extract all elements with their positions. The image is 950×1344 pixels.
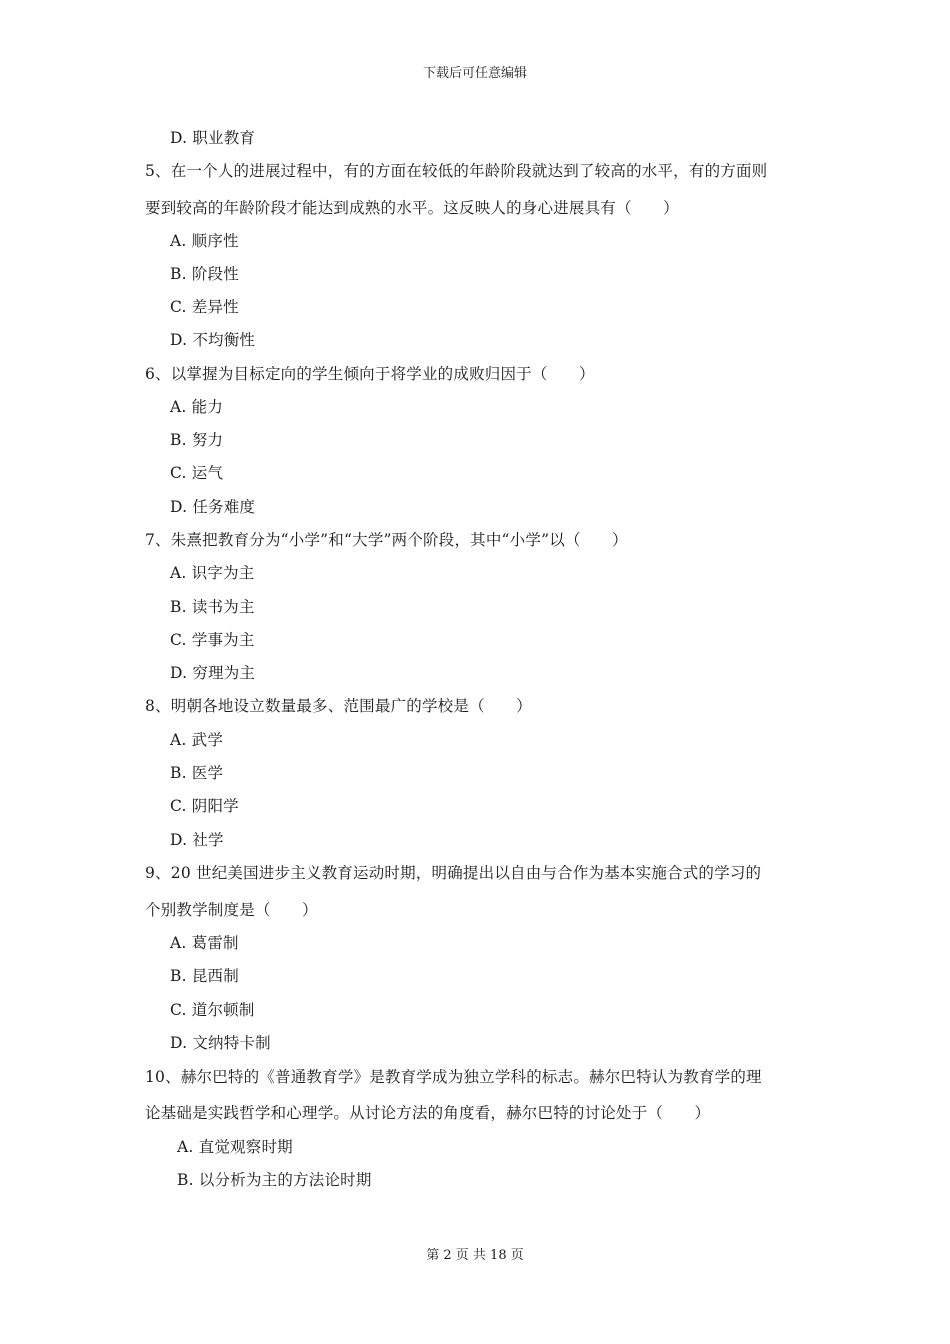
q8-option-d: D. 社学 [170, 831, 224, 849]
q6-option-b: B. 努力 [170, 431, 224, 449]
q6-option-d: D. 任务难度 [170, 498, 256, 516]
q9-option-c: C. 道尔顿制 [170, 1001, 255, 1019]
q5-stem-line2: 要到较高的年龄阶段才能达到成熟的水平。这反映人的身心进展具有（ ） [145, 199, 679, 217]
q5-option-d: D. 不均衡性 [170, 331, 256, 349]
q10-option-b: B. 以分析为主的方法论时期 [177, 1171, 372, 1189]
q5-option-a: A. 顺序性 [170, 232, 239, 250]
q7-option-c: C. 学事为主 [170, 631, 255, 649]
q7-stem: 7、朱熹把教育分为“小学”和“大学”两个阶段，其中“小学”以（ ） [145, 531, 628, 549]
q6-option-c: C. 运气 [170, 464, 224, 482]
q8-option-b: B. 医学 [170, 764, 224, 782]
q8-option-a: A. 武学 [170, 731, 224, 749]
q9-stem-line1: 9、20 世纪美国进步主义教育运动时期，明确提出以自由与合作为基本实施合式的学习的 [145, 864, 762, 882]
q5-stem-line1: 5、在一个人的进展过程中，有的方面在较低的年龄阶段就达到了较高的水平，有的方面则 [145, 162, 768, 180]
q10-stem-line1: 10、赫尔巴特的《普通教育学》是教育学成为独立学科的标志。赫尔巴特认为教育学的理 [145, 1068, 762, 1086]
page-footer: 第 2 页 共 18 页 [426, 1248, 524, 1263]
q9-option-b: B. 昆西制 [170, 967, 239, 985]
q10-option-a: A. 直觉观察时期 [177, 1138, 293, 1156]
q7-option-a: A. 识字为主 [170, 564, 255, 582]
q8-option-c: C. 阴阳学 [170, 797, 239, 815]
q5-option-b: B. 阶段性 [170, 265, 239, 283]
q8-stem: 8、明朝各地设立数量最多、范围最广的学校是（ ） [145, 697, 532, 715]
q9-stem-line2: 个别教学制度是（ ） [145, 901, 318, 919]
q5-option-c: C. 差异性 [170, 298, 239, 316]
q7-option-b: B. 读书为主 [170, 598, 255, 616]
q10-stem-line2: 论基础是实践哲学和心理学。从讨论方法的角度看，赫尔巴特的讨论处于（ ） [145, 1104, 711, 1122]
q9-option-a: A. 葛雷制 [170, 934, 239, 952]
q6-stem: 6、以掌握为目标定向的学生倾向于将学业的成败归因于（ ） [145, 365, 595, 383]
q4-option-d: D. 职业教育 [170, 129, 256, 147]
q9-option-d: D. 文纳特卡制 [170, 1034, 271, 1052]
page-header: 下载后可任意编辑 [422, 66, 527, 81]
q7-option-d: D. 穷理为主 [170, 664, 256, 682]
q6-option-a: A. 能力 [170, 398, 224, 416]
